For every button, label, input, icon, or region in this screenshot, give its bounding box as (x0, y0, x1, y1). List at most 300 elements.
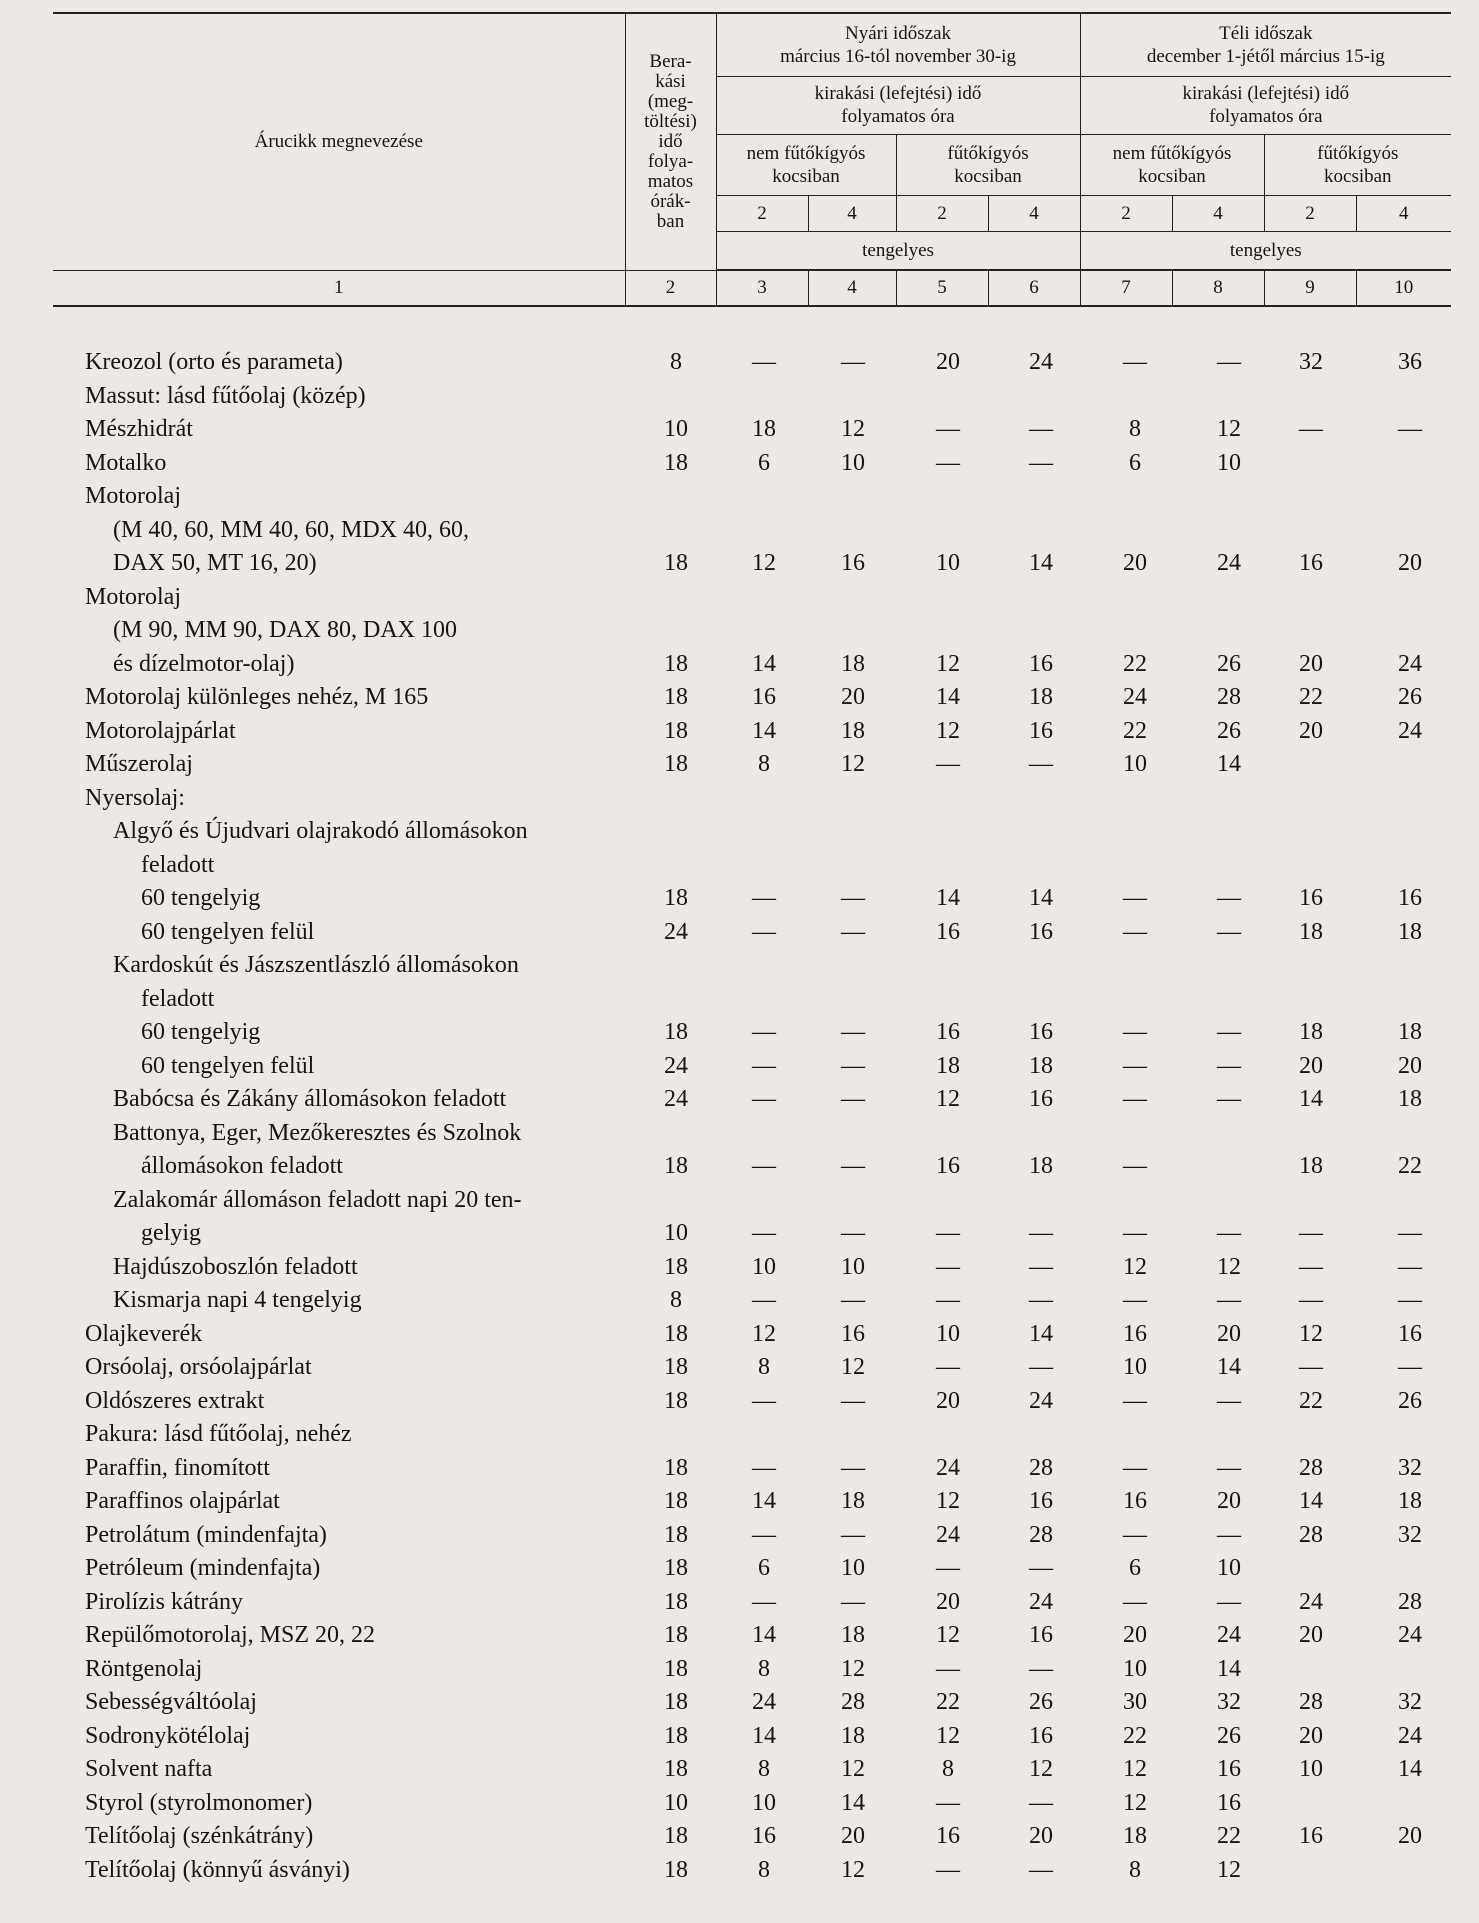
row-value: 28 (1299, 1521, 1323, 1548)
row-value: 14 (1299, 1488, 1323, 1514)
row-value: — (841, 1521, 865, 1548)
table-row (0, 1519, 1479, 1553)
row-label: Massut: lásd fűtőolaj (közép) (85, 382, 366, 409)
column-number: 10 (1356, 270, 1451, 306)
row-value: 16 (1123, 1488, 1147, 1514)
row-value: 16 (1029, 918, 1053, 945)
row-value: 14 (752, 650, 776, 677)
wagon-type: fűtőkígyós (1317, 142, 1399, 164)
row-value: — (1123, 1287, 1147, 1313)
row-value: 36 (1398, 349, 1422, 375)
row-value: 20 (1299, 1722, 1323, 1749)
row-value: 12 (841, 1655, 865, 1682)
header-loading-line: órák- (650, 190, 691, 212)
row-value: 20 (936, 1387, 960, 1414)
row-value: 24 (936, 1454, 960, 1481)
row-value: 22 (1123, 650, 1147, 677)
summer-range: március 16-tól november 30-ig (780, 45, 1016, 67)
header-winter-heating (1264, 134, 1451, 195)
table-row (0, 1854, 1479, 1888)
row-value: 10 (936, 550, 960, 576)
row-value: 32 (1398, 1454, 1422, 1481)
header-winter-unloading (1080, 76, 1451, 134)
row-label: Röntgenolaj (85, 1655, 203, 1682)
row-value: — (1217, 885, 1241, 911)
row-label: DAX 50, MT 16, 20) (113, 550, 317, 576)
row-value: 22 (1398, 1153, 1422, 1179)
row-value: 18 (664, 1756, 688, 1782)
row-value: 16 (1217, 1756, 1241, 1782)
row-value: — (752, 1153, 776, 1179)
row-value: 16 (752, 1823, 776, 1849)
row-value: 12 (1029, 1756, 1053, 1782)
row-value: 18 (841, 1622, 865, 1648)
row-value: 28 (1299, 1689, 1323, 1715)
table-row (0, 1753, 1479, 1787)
row-value: 16 (1029, 650, 1053, 677)
row-value: 18 (841, 1488, 865, 1514)
row-value: 16 (1029, 1622, 1053, 1648)
row-label: Sodronykötélolaj (85, 1722, 251, 1749)
row-value: 16 (1029, 1722, 1053, 1749)
row-value: — (936, 1789, 960, 1816)
row-value: 16 (841, 1320, 865, 1347)
row-label: Mészhidrát (85, 416, 193, 442)
row-value: 12 (1299, 1320, 1323, 1347)
table-body (0, 346, 1479, 1887)
wagon-suffix: kocsiban (1324, 165, 1392, 187)
row-label: Paraffinos olajpárlat (85, 1488, 280, 1514)
row-value: 12 (841, 751, 865, 777)
row-value: 32 (1217, 1689, 1241, 1715)
row-value: 10 (1123, 751, 1147, 777)
row-value: 8 (758, 751, 770, 777)
row-value: 20 (841, 1823, 865, 1849)
row-value: 28 (1398, 1588, 1422, 1615)
row-value: 22 (1217, 1823, 1241, 1849)
row-value: 14 (1029, 550, 1053, 576)
row-value: — (1299, 1220, 1323, 1246)
row-value: 24 (664, 1086, 688, 1112)
row-value: 16 (1029, 1086, 1053, 1112)
row-value: — (1123, 1153, 1147, 1179)
row-value: — (1123, 918, 1147, 945)
row-label: 60 tengelyig (141, 1019, 261, 1045)
table-row (0, 480, 1479, 514)
row-value: — (1123, 1220, 1147, 1246)
table-row (0, 1117, 1479, 1151)
row-value: 8 (670, 349, 682, 375)
row-value: — (1398, 1354, 1422, 1380)
table-row (0, 1050, 1479, 1084)
row-value: 32 (1398, 1689, 1422, 1715)
row-value: 18 (1299, 918, 1323, 945)
row-value: 22 (1299, 1387, 1323, 1414)
row-label: Nyersolaj: (85, 784, 185, 811)
header-loading-line: töltési) (644, 110, 697, 132)
row-value: — (1217, 349, 1241, 375)
row-value: — (1029, 1655, 1053, 1682)
row-value: 16 (1299, 885, 1323, 911)
row-value: 12 (841, 1856, 865, 1883)
row-value: — (1123, 1387, 1147, 1414)
row-value: 22 (1123, 717, 1147, 744)
row-label: Telítőolaj (könnyű ásványi) (85, 1856, 350, 1883)
row-value: — (752, 1052, 776, 1079)
row-value: — (1123, 1052, 1147, 1079)
row-value: 16 (936, 1823, 960, 1849)
row-value: 18 (1299, 1019, 1323, 1045)
row-value: — (1029, 1253, 1053, 1280)
row-value: 18 (664, 1488, 688, 1514)
row-value: — (752, 1387, 776, 1414)
table-header (53, 12, 1451, 307)
row-value: 20 (1123, 1622, 1147, 1648)
table-row (0, 1351, 1479, 1385)
row-value: 20 (1398, 1823, 1422, 1849)
row-value: 20 (1217, 1320, 1241, 1347)
row-value: 26 (1217, 1722, 1241, 1749)
row-value: — (1217, 1387, 1241, 1414)
row-label: Algyő és Újudvari olajrakodó állomásokon (113, 818, 528, 844)
row-value: 20 (841, 684, 865, 710)
row-value: 14 (1029, 1320, 1053, 1347)
winter-range: december 1-jétől március 15-ig (1146, 45, 1385, 67)
row-value: 10 (752, 1253, 776, 1280)
header-loading-line: folya- (647, 150, 694, 172)
row-label: Pakura: lásd fűtőolaj, nehéz (85, 1421, 352, 1447)
row-value: 28 (1299, 1454, 1323, 1481)
column-number: 9 (1264, 270, 1356, 306)
row-label: Telítőolaj (szénkátrány) (85, 1823, 314, 1849)
row-value: — (1029, 1555, 1053, 1581)
row-value: 8 (942, 1756, 954, 1782)
row-label: Kardoskút és Jászszentlászló állomásokon (113, 952, 519, 978)
row-value: 20 (1299, 1622, 1323, 1648)
table-row (0, 1385, 1479, 1419)
row-value: 18 (664, 1019, 688, 1045)
row-value: 18 (664, 1655, 688, 1682)
wagon-suffix: kocsiban (1138, 165, 1206, 187)
row-value: — (1029, 416, 1053, 442)
row-label: Oldószeres extrakt (85, 1387, 265, 1414)
row-value: 20 (1123, 550, 1147, 576)
row-value: 10 (664, 1220, 688, 1246)
column-number: 1 (53, 270, 625, 306)
row-value: 20 (1398, 550, 1422, 576)
table-row (0, 1820, 1479, 1854)
row-value: 8 (1129, 416, 1141, 442)
row-value: 12 (752, 550, 776, 576)
row-value: 18 (664, 885, 688, 911)
table-row (0, 815, 1479, 849)
table-row (0, 916, 1479, 950)
row-value: 18 (664, 1454, 688, 1481)
row-label: 60 tengelyen felül (141, 918, 315, 945)
row-value: 20 (1299, 1052, 1323, 1079)
wagon-type: nem fűtőkígyós (1112, 142, 1232, 164)
row-value: 18 (1029, 684, 1053, 710)
axle-count: 2 (896, 195, 988, 231)
row-value: 26 (1398, 1387, 1422, 1414)
row-value: 18 (664, 1622, 688, 1648)
row-value: 16 (936, 918, 960, 945)
row-value: 12 (1217, 1253, 1241, 1280)
row-value: — (841, 1454, 865, 1481)
row-value: 12 (936, 1622, 960, 1648)
row-value: 14 (752, 717, 776, 744)
row-value: 8 (670, 1287, 682, 1313)
row-value: 18 (664, 449, 688, 476)
unloading-unit: folyamatos óra (841, 106, 955, 127)
row-value: — (752, 1521, 776, 1548)
row-value: 18 (664, 1253, 688, 1280)
row-value: 10 (1299, 1756, 1323, 1782)
row-label: Babócsa és Zákány állomásokon feladott (113, 1086, 507, 1112)
row-value: 16 (1029, 1019, 1053, 1045)
row-label: (M 40, 60, MM 40, 60, MDX 40, 60, (113, 516, 470, 543)
row-value: 6 (1129, 449, 1141, 476)
table-row (0, 1686, 1479, 1720)
axle-count: 4 (808, 195, 896, 231)
row-value: 18 (664, 751, 688, 777)
row-value: 26 (1398, 684, 1422, 710)
row-value: 14 (1217, 751, 1241, 777)
row-value: 10 (664, 416, 688, 442)
row-label: állomásokon feladott (141, 1153, 343, 1179)
row-value: 16 (1123, 1320, 1147, 1347)
row-value: — (1123, 1019, 1147, 1045)
row-value: 18 (664, 684, 688, 710)
row-label: Petróleum (mindenfajta) (85, 1555, 321, 1581)
row-value: 6 (758, 449, 770, 476)
column-number: 4 (808, 270, 896, 306)
row-value: 16 (936, 1019, 960, 1045)
row-value: 8 (1129, 1856, 1141, 1883)
row-value: — (1217, 1588, 1241, 1615)
row-label: (M 90, MM 90, DAX 80, DAX 100 (113, 617, 458, 643)
table-row (0, 1150, 1479, 1184)
row-value: 12 (841, 416, 865, 442)
row-label: Motorolaj (85, 483, 181, 509)
row-value: 32 (1398, 1521, 1422, 1548)
row-value: — (1299, 1253, 1323, 1280)
row-value: 18 (1398, 918, 1422, 945)
row-value: — (1029, 449, 1053, 476)
row-value: — (841, 1287, 865, 1313)
row-value: 10 (1123, 1354, 1147, 1380)
column-number: 3 (716, 270, 808, 306)
row-label: Paraffin, finomított (85, 1454, 270, 1481)
column-number: 5 (896, 270, 988, 306)
row-value: 10 (841, 449, 865, 476)
row-value: — (1123, 1588, 1147, 1615)
row-value: 16 (1217, 1789, 1241, 1816)
row-label: Solvent nafta (85, 1756, 213, 1782)
header-summer-heating (896, 134, 1080, 195)
row-value: 18 (936, 1052, 960, 1079)
row-value: 16 (1299, 1823, 1323, 1849)
row-value: 6 (1129, 1555, 1141, 1581)
row-value: — (1123, 349, 1147, 375)
row-value: 14 (752, 1488, 776, 1514)
row-value: 12 (752, 1320, 776, 1347)
row-label: Battonya, Eger, Mezőkeresztes és Szolnok (113, 1119, 522, 1146)
row-value: — (841, 1387, 865, 1414)
table-row (0, 1251, 1479, 1285)
row-value: 18 (1299, 1153, 1323, 1179)
row-value: 12 (936, 1086, 960, 1112)
row-value: — (936, 1856, 960, 1883)
table-row (0, 1485, 1479, 1519)
header-loading-line: ban (656, 210, 685, 232)
row-value: — (1029, 1856, 1053, 1883)
table-row (0, 681, 1479, 715)
table-row (0, 1217, 1479, 1251)
table-row (0, 849, 1479, 883)
row-value: 18 (1398, 1086, 1422, 1112)
row-value: 28 (841, 1689, 865, 1715)
row-value: 24 (664, 1052, 688, 1079)
row-value: 18 (664, 717, 688, 744)
row-value: 12 (841, 1756, 865, 1782)
table-row (0, 782, 1479, 816)
row-value: 14 (1299, 1086, 1323, 1112)
row-value: — (841, 918, 865, 945)
column-number: 7 (1080, 270, 1172, 306)
row-label: Műszerolaj (85, 751, 193, 777)
row-value: — (1217, 1086, 1241, 1112)
row-value: 16 (1398, 1320, 1422, 1347)
row-value: — (1123, 885, 1147, 911)
row-value: 24 (1398, 1622, 1422, 1648)
row-value: — (841, 1052, 865, 1079)
table-row (0, 380, 1479, 414)
row-value: 16 (1299, 550, 1323, 576)
row-value: — (752, 1220, 776, 1246)
row-value: 16 (1029, 1488, 1053, 1514)
unloading-label: kirakási (lefejtési) idő (814, 83, 982, 104)
row-value: 14 (752, 1622, 776, 1648)
row-value: — (1398, 416, 1422, 442)
column-number: 6 (988, 270, 1080, 306)
row-value: — (841, 1220, 865, 1246)
row-value: — (936, 751, 960, 777)
row-value: — (752, 349, 776, 375)
row-label: 60 tengelyig (141, 885, 261, 911)
row-value: — (752, 1454, 776, 1481)
table-row (0, 1787, 1479, 1821)
row-value: 12 (936, 1488, 960, 1514)
row-value: — (1123, 1521, 1147, 1548)
row-value: 22 (936, 1689, 960, 1715)
row-label: és dízelmotor-olaj) (113, 650, 295, 677)
header-summer-period (716, 13, 1080, 76)
row-value: 18 (841, 1722, 865, 1749)
row-value: 14 (1217, 1354, 1241, 1380)
header-loading-line: idő (658, 130, 683, 152)
row-value: — (841, 1588, 865, 1615)
table-row (0, 514, 1479, 548)
row-value: 18 (841, 717, 865, 744)
table-row (0, 715, 1479, 749)
row-label: Kreozol (orto és parameta) (85, 349, 343, 375)
header-loading-line: Bera- (649, 50, 692, 72)
column-number: 8 (1172, 270, 1264, 306)
header-loading-line: matos (647, 170, 694, 192)
row-label: Repülőmotorolaj, MSZ 20, 22 (85, 1622, 375, 1648)
row-label: Pirolízis kátrány (85, 1588, 243, 1615)
row-value: — (1217, 918, 1241, 945)
row-value: 10 (1217, 449, 1241, 476)
table-row (0, 1586, 1479, 1620)
axle-count: 2 (1080, 195, 1172, 231)
row-value: — (1029, 751, 1053, 777)
table-row (0, 648, 1479, 682)
row-value: 24 (936, 1521, 960, 1548)
row-value: 18 (664, 1320, 688, 1347)
row-value: — (1398, 1287, 1422, 1313)
row-value: 24 (1398, 1722, 1422, 1749)
row-value: 16 (752, 684, 776, 710)
header-summer-unloading (716, 76, 1080, 134)
row-value: 14 (1029, 885, 1053, 911)
row-value: — (1217, 1521, 1241, 1548)
row-value: — (841, 1019, 865, 1045)
row-value: 8 (758, 1354, 770, 1380)
row-value: — (752, 918, 776, 945)
row-value: 10 (1123, 1655, 1147, 1682)
row-value: 18 (752, 416, 776, 442)
row-value: 10 (841, 1253, 865, 1280)
row-value: — (1217, 1220, 1241, 1246)
row-value: 24 (1398, 650, 1422, 677)
row-value: 20 (1299, 650, 1323, 677)
row-value: — (1217, 1019, 1241, 1045)
row-value: 14 (936, 684, 960, 710)
row-value: — (752, 1588, 776, 1615)
table-row (0, 1284, 1479, 1318)
row-value: 10 (1217, 1555, 1241, 1581)
row-value: — (752, 1287, 776, 1313)
row-label: gelyig (141, 1220, 201, 1246)
axled-label-winter: tengelyes (1080, 231, 1451, 269)
row-value: — (1217, 1287, 1241, 1313)
row-value: — (752, 885, 776, 911)
row-value: — (1123, 1454, 1147, 1481)
table-row (0, 447, 1479, 481)
summer-title: Nyári időszak (844, 22, 952, 44)
row-value: — (841, 885, 865, 911)
axled-label-summer: tengelyes (716, 231, 1080, 269)
header-loading-time (625, 13, 716, 270)
winter-title: Téli időszak (1219, 22, 1313, 44)
row-label: Zalakomár állomáson feladott napi 20 ten- (113, 1186, 522, 1213)
table-row (0, 1083, 1479, 1117)
row-value: 10 (841, 1555, 865, 1581)
row-value: 16 (841, 550, 865, 576)
row-value: 18 (664, 550, 688, 576)
header-product-name: Árucikk megnevezése (53, 13, 625, 270)
row-value: 24 (1123, 684, 1147, 710)
row-value: — (1398, 1253, 1422, 1280)
row-value: 8 (758, 1856, 770, 1883)
row-value: 22 (1299, 684, 1323, 710)
row-value: 24 (664, 918, 688, 945)
table-row (0, 1418, 1479, 1452)
header-summer-no-heating (716, 134, 896, 195)
axle-count: 4 (1172, 195, 1264, 231)
